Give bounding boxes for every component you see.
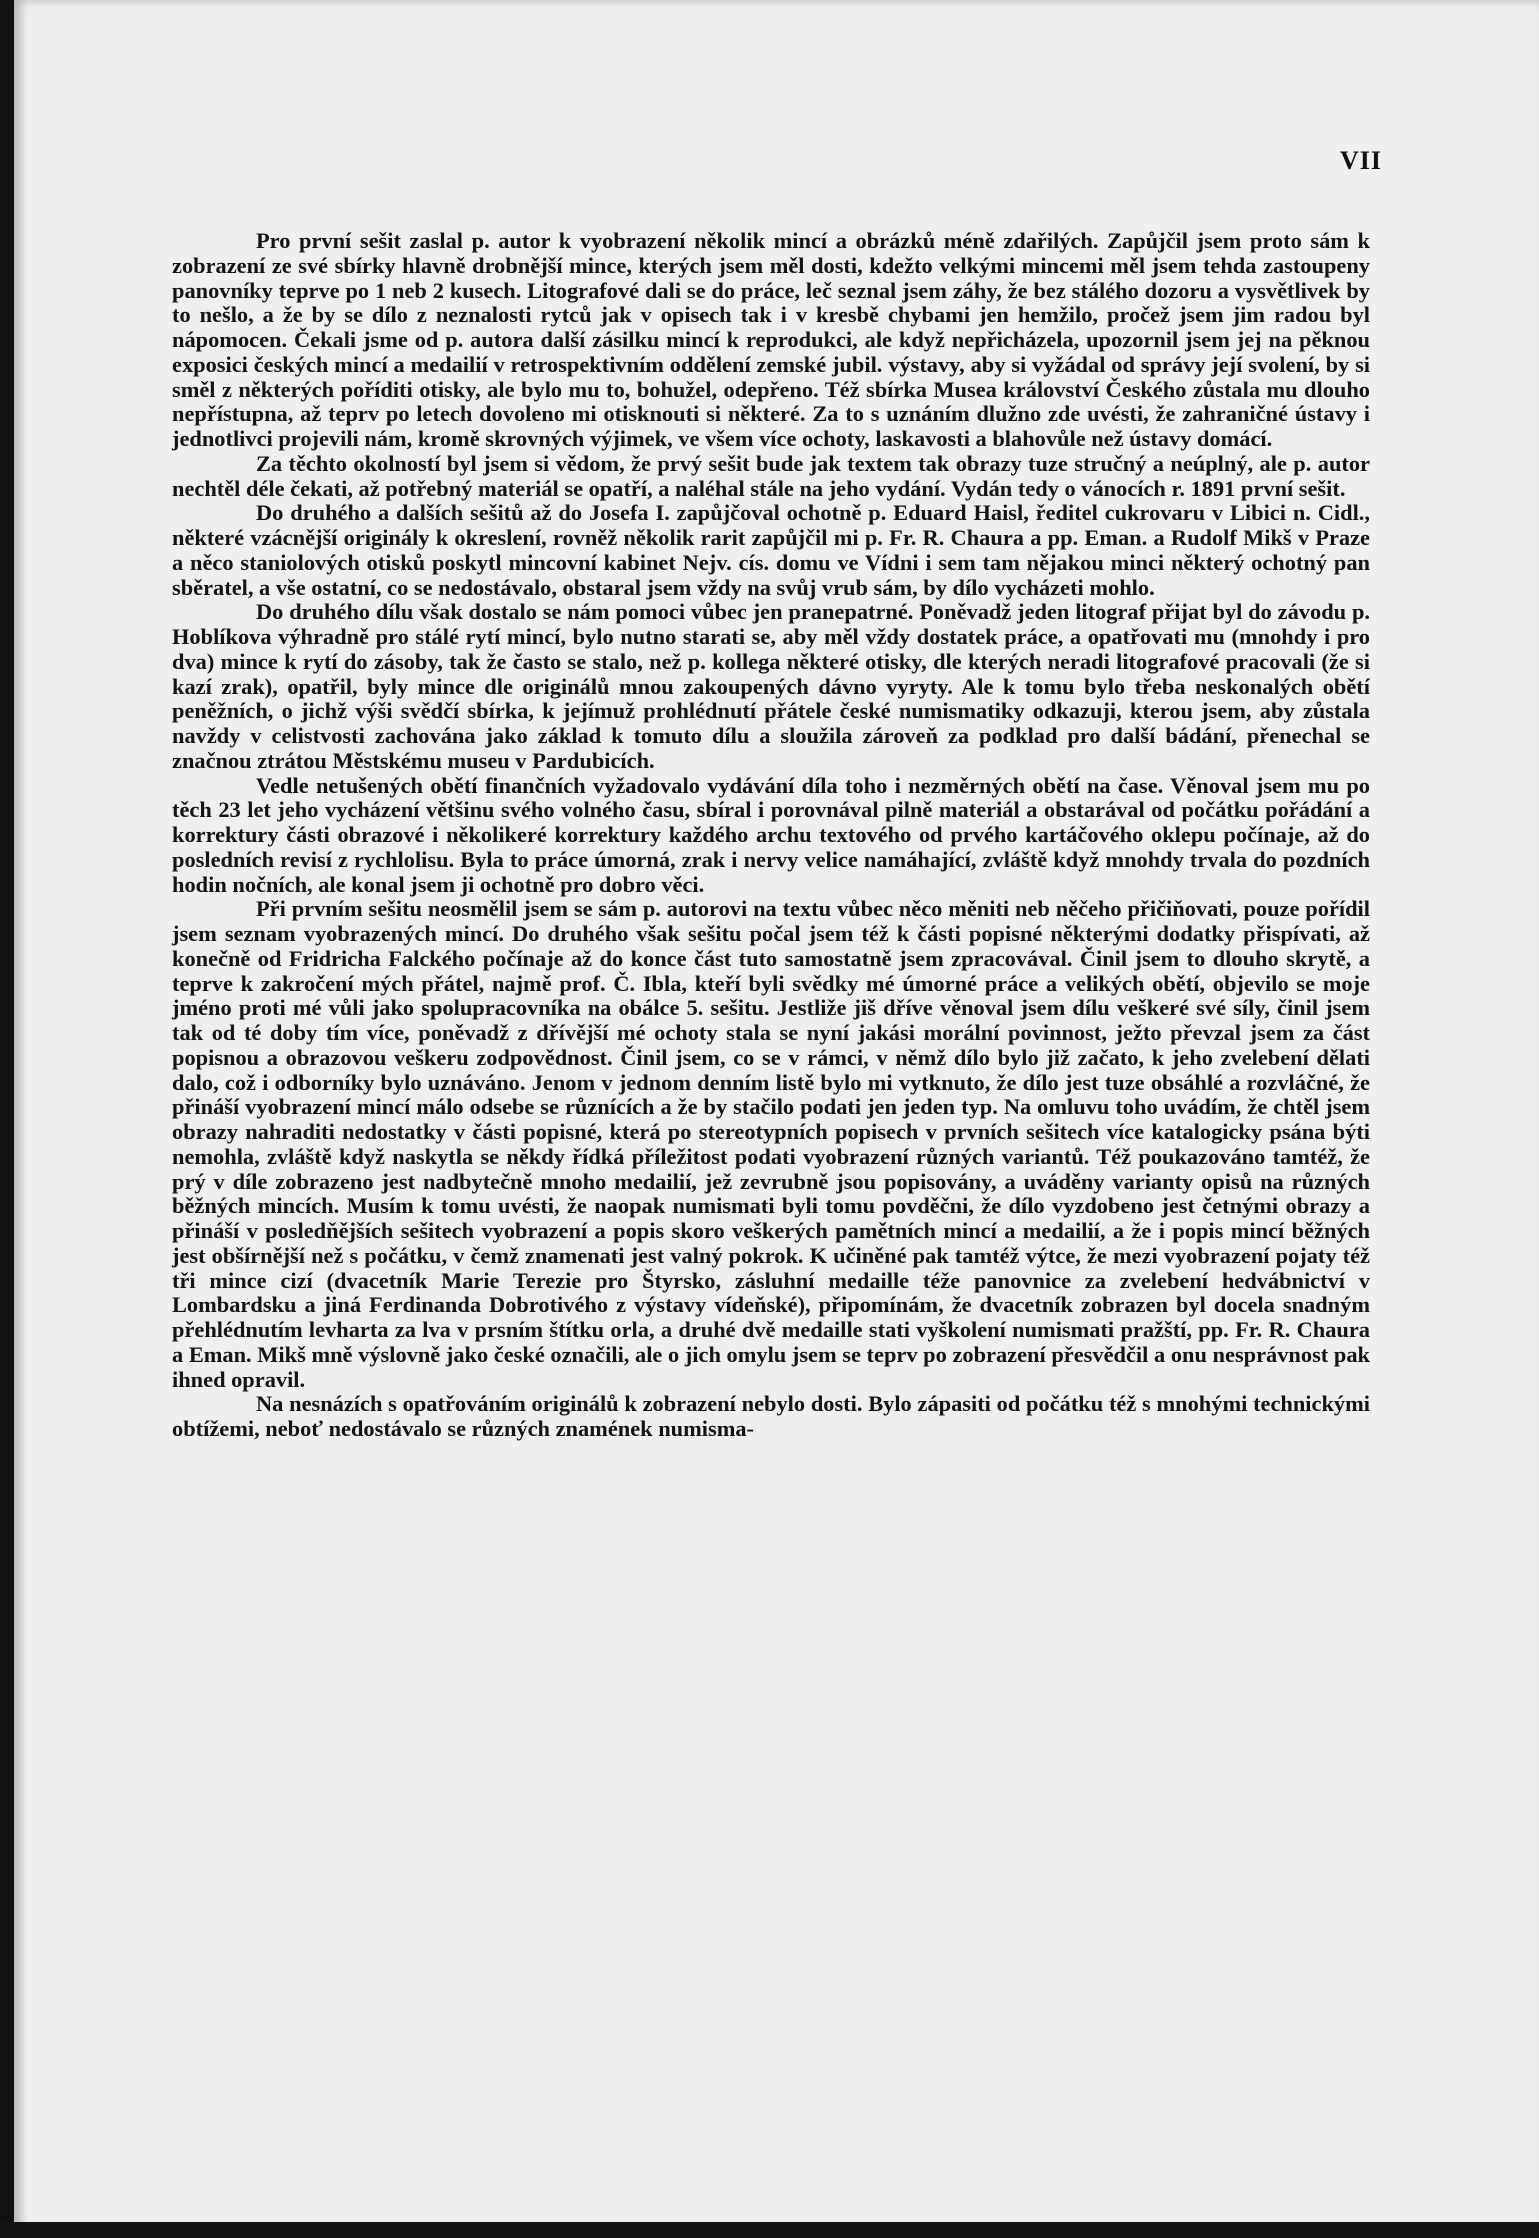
paragraph-5: Vedle netušených obětí finančních vyžadovalo vydávání díla toho i nezměrných obětí na čase. Věnoval jsem mu po těch 23 let jeho vycházení většinu svého volného času, sbíral i porovnával pilně materiál a obstarával od počátku pořádání a korrektury části obrazové i několikeré korrektury každého archu textového od prvého kartáčového oklepu počínaje, až do posledních revisí z rychlolisu. Byla to práce úmorná, zrak i nervy velice namáhající, zvláště když mnohdy trvala do pozdních hodin nočních, ale konal jsem ji ochotně pro dobro věci. — [172, 772, 1370, 897]
paragraph-2: Za těchto okolností byl jsem si vědom, že prvý sešit bude jak textem tak obrazy tuze stručný a neúplný, ale p. autor nechtěl déle čekati, až potřebný materiál se opatří, a naléhal stále na jeho vydání. Vydán tedy o vánocích r. 1891 první sešit. — [172, 450, 1370, 501]
paragraph-6: Při prvním sešitu neosmělil jsem se sám p. autorovi na textu vůbec něco měniti neb něčeho přičiňovati, pouze pořídil jsem seznam vyobrazených mincí. Do druhého však sešitu počal jsem též k části popisné některými dodatky přispívati, až konečně od Fridricha Falckého počínaje až do konce část tuto samostatně jsem zpracovával. Činil jsem to dlouho skrytě, a teprve k zakročení mých přátel, najmě prof. Č. Ibla, kteří byli svědky mé úmorné práce a velikých obětí, objevilo se moje jméno proti mé vůli jako spolupracovníka na obálce 5. sešitu. Jestliže jiš dříve věnoval jsem dílu veškeré své síly, činil jsem tak od té doby tím více, poněvadž z dřívější mé ochoty stala se nyní jakási morální povinnost, ježto převzal jsem za část popisnou a obrazovou veškeru zodpovědnost. Činil jsem, co se v rámci, v němž dílo bylo již začato, k jeho zvelebení dělati dalo, což i odborníky bylo uznáváno. Jenom v jednom denním listě bylo mi vytknuto, že dílo jest tuze obsáhlé a rozvláčné, že přináší vyobrazení mincí málo odsebe se různících a že by stačilo podati jen jeden typ. Na omluvu toho uvádím, že chtěl jsem obrazy nahraditi nedostatky v části popisné, která po stereotypních popisech v prvních sešitech více katalogicky psána býti nemohla, zvláště když naskytla se někdy řídká příležitost podati vyobrazení různých variantů. Též poukazováno tamtéž, že prý v díle zobrazeno jest nadbytečně mnoho medailií, jež zevrubně jsou popisovány, a uváděny varianty opisů na různých běžných mincích. Musím k tomu uvésti, že naopak numismati byli tomu povděčni, že dílo vyzdobeno jest četnými obrazy a přináší v posledňějších sešitech vyobrazení a popis skoro veškerých pamětních mincí a medailií, a že i popis mincí běžných jest obšírnější než s počátku, v čemž znamenati jest valný pokrok. K učiněné pak tamtéž výtce, že mezi vyobrazení pojaty též tři mince cizí (dvacetník Marie Terezie pro Štyrsko, zásluhní medaille téže panovnice za zvelebení hedvábnictví v Lombardsku a jiná Ferdinanda Dobrotivého z výstavy vídeňské), připomínám, že dvacetník zobrazen byl docela snadným přehlédnutím levharta za lva v prsním štítku orla, a druhé dvě medaille stati vyškolení numismati pražští, pp. Fr. R. Chaura a Eman. Mikš mně výslovně jako české označili, ale o jich omylu jsem se teprv po zobrazení přesvědčil a onu nesprávnost pak ihned opravil. — [172, 896, 1370, 1392]
paragraph-4: Do druhého dílu však dostalo se nám pomoci vůbec jen pranepatrné. Poněvadž jeden litograf přijat byl do závodu p. Hoblíkova výhradně pro stálé rytí mincí, bylo nutno starati se, aby měl vždy dostatek práce, a opatřovati mu (mnohdy i pro dva) mince k rytí do zásoby, tak že často se stalo, než p. kollega některé otisky, dle kterých neradi litografové pracovali (že si kazí zrak), opatřil, byly mince dle originálů mnou zakoupených dávno vyryty. Ale k tomu bylo třeba neskonalých obětí peněžních, o jichž výši svědčí sbírka, k jejímuž prohlédnutí přátele české numismatiky odkazuji, kterou jsem, aby zůstala navždy v celistvosti zachována jako základ k tomuto dílu a sloužila zároveň za podklad pro další bádání, přenechal se značnou ztrátou Městskému museu v Pardubicích. — [172, 599, 1370, 773]
page-number: VII — [1340, 146, 1383, 175]
scan-left-edge — [0, 0, 14, 2238]
paragraph-1: Pro první sešit zaslal p. autor k vyobrazení několik mincí a obrázků méně zdařilých. Zapůjčil jsem proto sám k zobrazení ze své sbírky hlavně drobnější mince, kterých jsem měl dosti, kdežto velkými mincemi měl jsem tehda zastoupeny panovníky teprve po 1 neb 2 kusech. Litografové dali se do práce, leč seznal jsem záhy, že bez stálého dozoru a vysvětlivek by to nešlo, a že by se dílo z neznalosti rytců jak v opisech tak i v kresbě chybami jen hemžilo, pročež jsem jim radou byl nápomocen. Čekali jsme od p. autora další zásilku mincí k reprodukci, ale když nepřicházela, upozornil jsem jej na pěknou exposici českých mincí a medailií v retrospektivním oddělení zemské jubil. výstavy, aby si vyžádal od správy její svolení, by si směl z některých poříditi otisky, ale bylo mu to, bohužel, odepřeno. Též sbírka Musea království Českého zůstala mu dlouho nepřístupna, až teprv po letech dovoleno mi otisknouti si některé. Za to s uznáním dlužno zde uvésti, že zahraničné ústavy i jednotlivci projevili nám, kromě skrovných výjimek, ve všem více ochoty, laskavosti a blahovůle než ústavy domácí. — [172, 228, 1370, 451]
scan-bottom-edge — [0, 2222, 1539, 2238]
paragraph-7: Na nesnázích s opatřováním originálů k zobrazení nebylo dosti. Bylo zápasiti od počátku též s mnohými technickými obtížemi, neboť nedostávalo se různých znamének numisma- — [172, 1391, 1370, 1441]
body-text — [172, 229, 1370, 1442]
paragraph-3: Do druhého a dalších sešitů až do Josefa I. zapůjčoval ochotně p. Eduard Haisl, ředitel cukrovaru v Libici n. Cidl., některé vzácnější originály k okreslení, rovněž několik rarit zapůjčil mi p. Fr. R. Chaura a pp. Eman. a Rudolf Mikš v Praze a něco staniolových otisků poskytl mincovní kabinet Nejv. cís. domu ve Vídni i sem tam nějakou minci některý ochotný pan sběratel, a vše ostatní, co se nedostávalo, obstaral jsem vždy na svůj vrub sám, by dílo vycházeti mohlo. — [172, 500, 1370, 600]
